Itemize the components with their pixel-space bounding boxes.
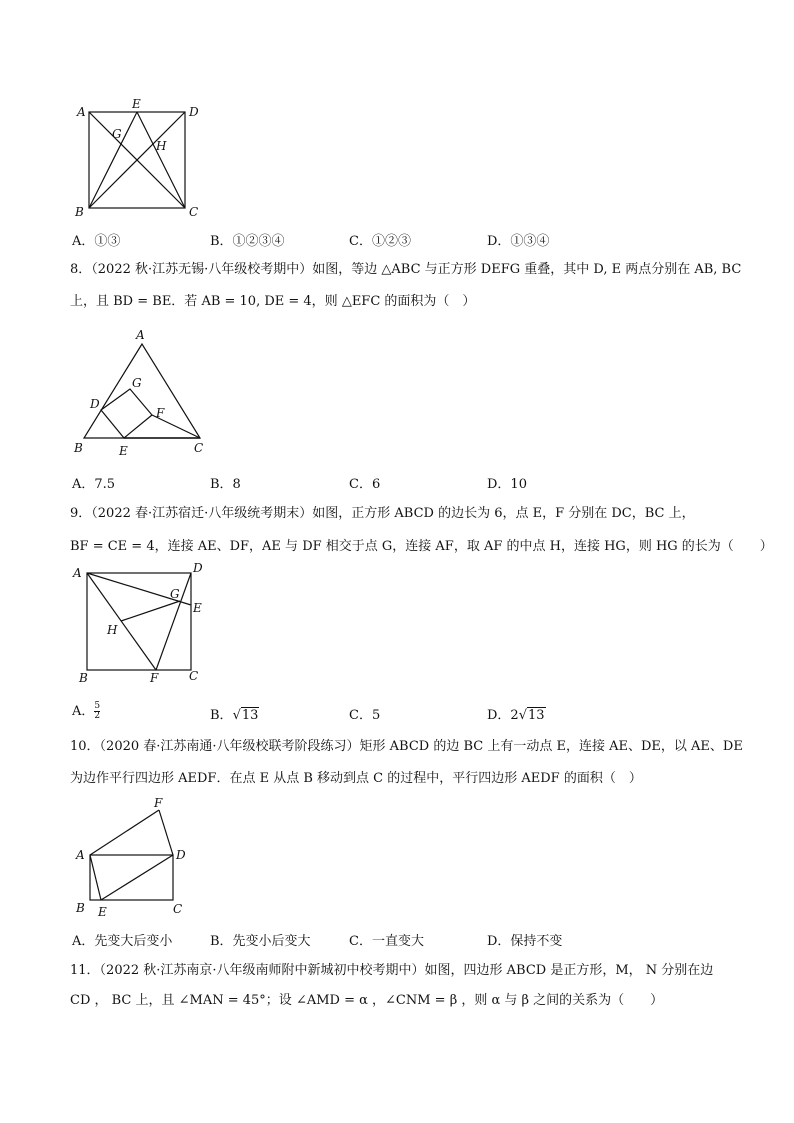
fraction: $\frac{5}{2}$ [94, 701, 101, 721]
q9-option-d[interactable] [487, 704, 546, 723]
label-E: E [119, 444, 128, 458]
label-B: B [75, 205, 84, 219]
sqrt-symbol: √13 [518, 708, 545, 723]
q8-option-b[interactable]: B．8 [210, 477, 241, 492]
label-E: E [98, 905, 107, 919]
q8-stem-line1: 8．（2022 秋·江苏无锡·八年级校考期中）如图，等边 △ABC 与正方形 DEFG 重叠，其中 D, E 两点分别在 AB, BC [70, 262, 742, 277]
q8-stem-line2: 上，且 BD = BE．若 AB = 10, DE = 4，则 △EFC 的面积为（ ） [70, 294, 476, 309]
q8-option-c[interactable]: C．6 [349, 477, 381, 492]
label-B: B [76, 901, 85, 915]
q9-option-a-prefix: A． [72, 704, 95, 719]
figure-q9 [70, 560, 215, 690]
q7-option-c[interactable]: C．①②③ [349, 234, 411, 249]
q10-stem-line1: 10．（2020 春·江苏南通·八年级校联考阶段练习）矩形 ABCD 的边 BC 上有一动点 E，连接 AE、DE，以 AE、DE [70, 739, 743, 754]
q9-option-b[interactable] [210, 704, 259, 723]
q11-stem-line2: CD ， BC 上，且 ∠MAN = 45°；设 ∠AMD = α ，∠CNM = β ，则 α 与 β 之间的关系为（ ） [70, 993, 664, 1008]
label-G: G [170, 587, 180, 601]
figure-q10 [70, 793, 200, 923]
label-C: C [194, 441, 204, 455]
label-D: D [193, 561, 203, 575]
q10-option-c[interactable]: C．一直变大 [349, 934, 424, 949]
figure-q7 [70, 95, 210, 225]
q10-stem-line2: 为边作平行四边形 AEDF．在点 E 从点 B 移动到点 C 的过程中，平行四边形 AEDF 的面积（ ） [70, 771, 642, 786]
q8-option-a[interactable]: A．7.5 [72, 477, 116, 492]
q7-option-a[interactable]: A．①③ [72, 234, 121, 249]
label-E: E [193, 601, 202, 615]
label-D: D [176, 848, 186, 862]
label-A: A [136, 328, 145, 342]
label-F: F [156, 406, 165, 420]
label-H: H [156, 139, 167, 153]
label-F: F [150, 671, 159, 685]
q10-option-d[interactable]: D．保持不变 [487, 934, 563, 949]
label-D: D [189, 105, 199, 119]
label-C: C [189, 205, 199, 219]
sqrt-symbol: √13 [232, 708, 259, 723]
label-A: A [76, 848, 85, 862]
label-E: E [132, 97, 141, 111]
q10-option-a[interactable]: A．先变大后变小 [72, 934, 173, 949]
label-D: D [90, 397, 100, 411]
q7-option-b[interactable]: B．①②③④ [210, 234, 285, 249]
q9-option-a[interactable] [72, 700, 100, 721]
label-G: G [132, 376, 142, 390]
label-C: C [173, 902, 183, 916]
label-A: A [73, 566, 82, 580]
label-B: B [74, 441, 83, 455]
figure-q8 [70, 325, 220, 460]
q9-stem-line2: BF = CE = 4，连接 AE、DF，AE 与 DF 相交于点 G，连接 AF，取 AF 的中点 H，连接 HG，则 HG 的长为（ ） [70, 539, 773, 554]
q9-stem-line1: 9．（2022 春·江苏宿迁·八年级统考期末）如图，正方形 ABCD 的边长为 6，点 E，F 分别在 DC，BC 上， [70, 506, 695, 521]
q9-option-d-prefix: D．2 [487, 708, 519, 723]
q9-option-b-prefix: B． [210, 708, 233, 723]
label-G: G [112, 127, 122, 141]
label-C: C [189, 669, 199, 683]
q8-option-d[interactable]: D．10 [487, 477, 527, 492]
label-H: H [107, 623, 118, 637]
q10-option-b[interactable]: B．先变小后变大 [210, 934, 311, 949]
label-B: B [79, 671, 88, 685]
label-A: A [77, 105, 86, 119]
q11-stem-line1: 11．（2022 秋·江苏南京·八年级南师附中新城初中校考期中）如图，四边形 ABCD 是正方形，M， N 分别在边 [70, 963, 714, 978]
q7-option-d[interactable]: D．①③④ [487, 234, 550, 249]
q9-option-c[interactable]: C．5 [349, 708, 381, 723]
label-F: F [154, 796, 163, 810]
